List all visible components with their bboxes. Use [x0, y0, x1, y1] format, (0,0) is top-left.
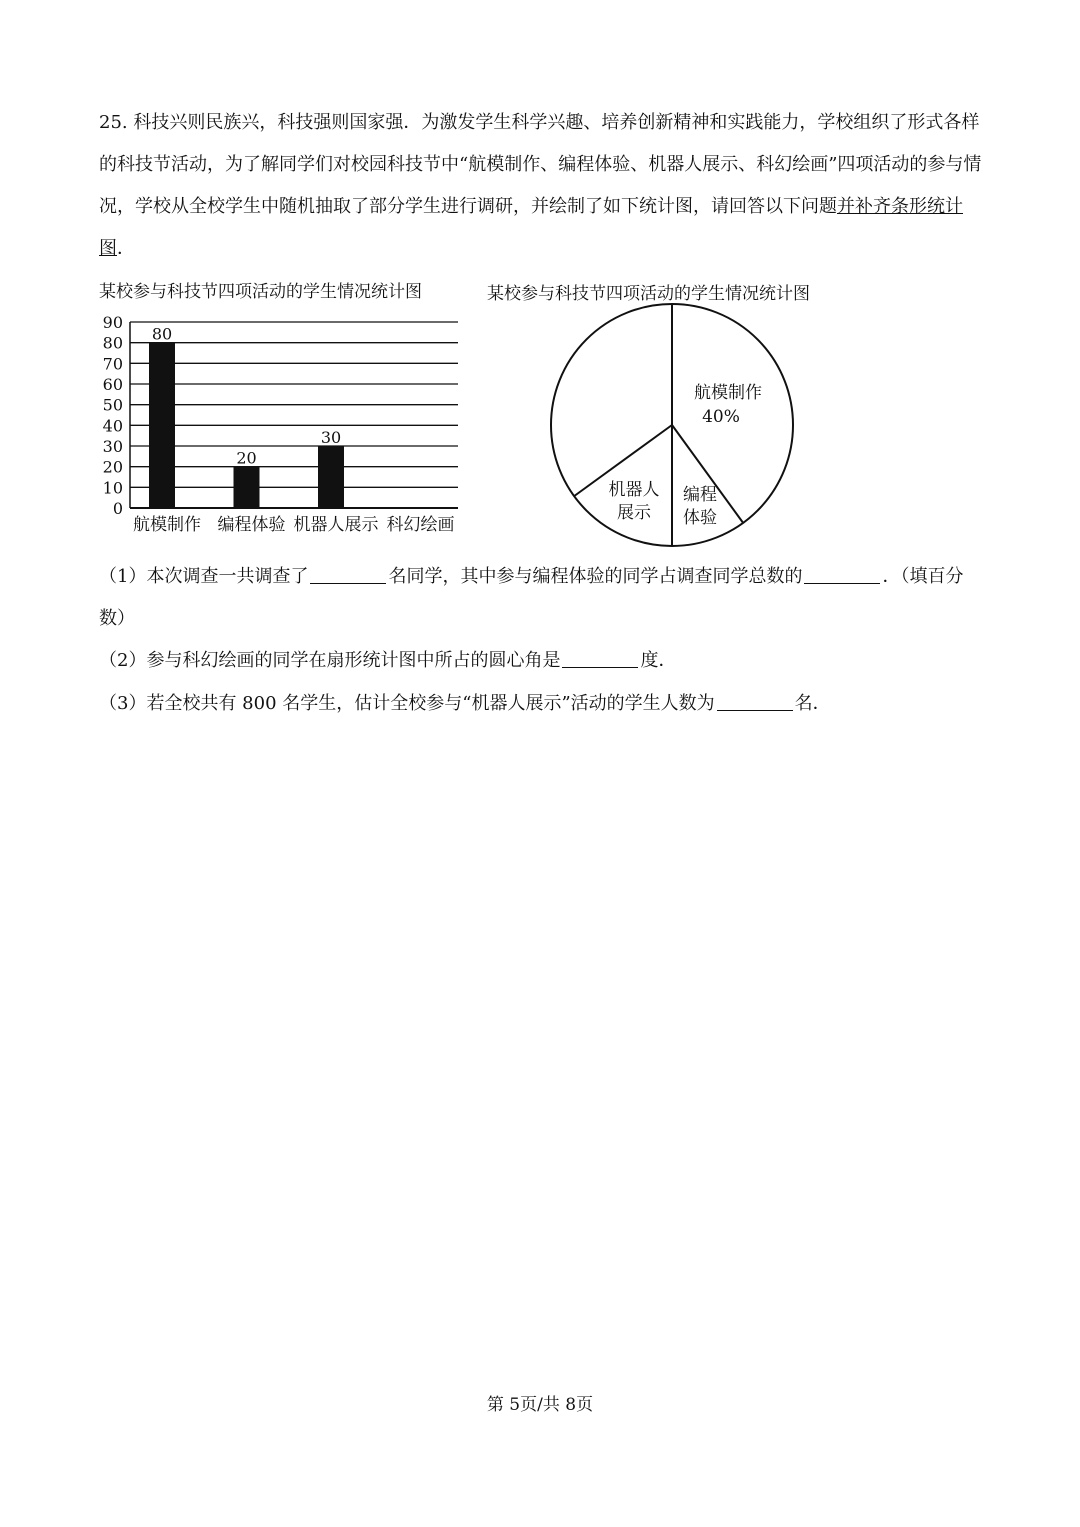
x-category-label-3: 科幻绘画 — [386, 515, 455, 535]
y-tick-label-70: 70 — [102, 354, 123, 374]
answer-blank-2[interactable] — [804, 565, 880, 584]
y-tick-label-80: 80 — [102, 333, 123, 353]
pie-label-jiqiren-2: 展示 — [617, 503, 651, 523]
y-tick-label-10: 10 — [102, 478, 123, 498]
y-tick-label-40: 40 — [102, 416, 123, 436]
y-tick-label-90: 90 — [102, 313, 123, 332]
bar-1 — [234, 467, 260, 508]
y-tick-label-30: 30 — [102, 437, 123, 456]
bar-2 — [318, 446, 344, 508]
x-category-label-2: 机器人展示 — [293, 515, 379, 535]
part-2 — [99, 640, 984, 682]
x-category-label-0: 航模制作 — [133, 515, 201, 535]
pie-label-biancheng-1: 编程 — [683, 485, 717, 505]
pie-percent-hangmo: 40% — [702, 407, 740, 427]
part-1-text-a: （1）本次调查一共调查了 — [99, 566, 309, 587]
part-3 — [99, 683, 984, 725]
bar-value-label-1: 20 — [236, 448, 257, 468]
question-number: 25. — [99, 112, 128, 133]
pie-label-jiqiren-1: 机器人 — [608, 480, 660, 500]
y-tick-label-0: 0 — [112, 499, 123, 518]
part-2-text-a: （2）参与科幻绘画的同学在扇形统计图中所占的圆心角是 — [99, 650, 561, 671]
question-text: 科技兴则民族兴，科技强则国家强．为激发学生科学兴趣、培养创新精神和实践能力，学校组织了形式各样的科技节活动，为了解同学们对校园科技节中“航模制作、编程体验、机器人展示、科幻绘画”四项活动的参与情况，学校从全校学生中随机抽取了部分学生进行调研，并绘制了如下统计图，请回答以下问题 — [99, 112, 982, 217]
part-1-text-c: ．（填百分数） — [99, 566, 964, 629]
part-3-text-b: 名． — [794, 693, 831, 714]
part-2-text-b: 度． — [640, 650, 677, 671]
y-tick-label-20: 20 — [102, 457, 123, 477]
underlined-instruction: 并补齐条形统计图 — [99, 196, 963, 259]
answer-blank-1[interactable] — [310, 565, 386, 584]
part-3-text-a: （3）若全校共有 800 名学生，估计全校参与“机器人展示”活动的学生人数为 — [99, 693, 715, 714]
bar-chart-title: 某校参与科技节四项活动的学生情况统计图 — [99, 282, 422, 302]
pie-chart — [542, 295, 802, 555]
question-intro — [99, 102, 984, 270]
page-footer: 第 5页/共 8页 — [486, 1395, 594, 1415]
pie-label-hangmo: 航模制作 — [694, 383, 762, 403]
part-1 — [99, 556, 984, 640]
question-end: ． — [117, 238, 135, 259]
y-tick-label-50: 50 — [102, 395, 123, 415]
answer-blank-3[interactable] — [562, 649, 638, 668]
pie-label-biancheng-2: 体验 — [683, 508, 717, 528]
y-tick-label-60: 60 — [102, 375, 123, 394]
bar-value-label-0: 80 — [151, 324, 173, 344]
bar-0 — [149, 343, 175, 508]
x-category-label-1: 编程体验 — [217, 515, 286, 535]
pie-chart-title: 某校参与科技节四项活动的学生情况统计图 — [487, 284, 810, 304]
answer-blank-4[interactable] — [717, 692, 793, 711]
bar-chart — [90, 305, 490, 550]
bar-value-label-2: 30 — [320, 428, 342, 447]
part-1-text-b: 名同学，其中参与编程体验的同学占调查同学总数的 — [388, 566, 803, 587]
